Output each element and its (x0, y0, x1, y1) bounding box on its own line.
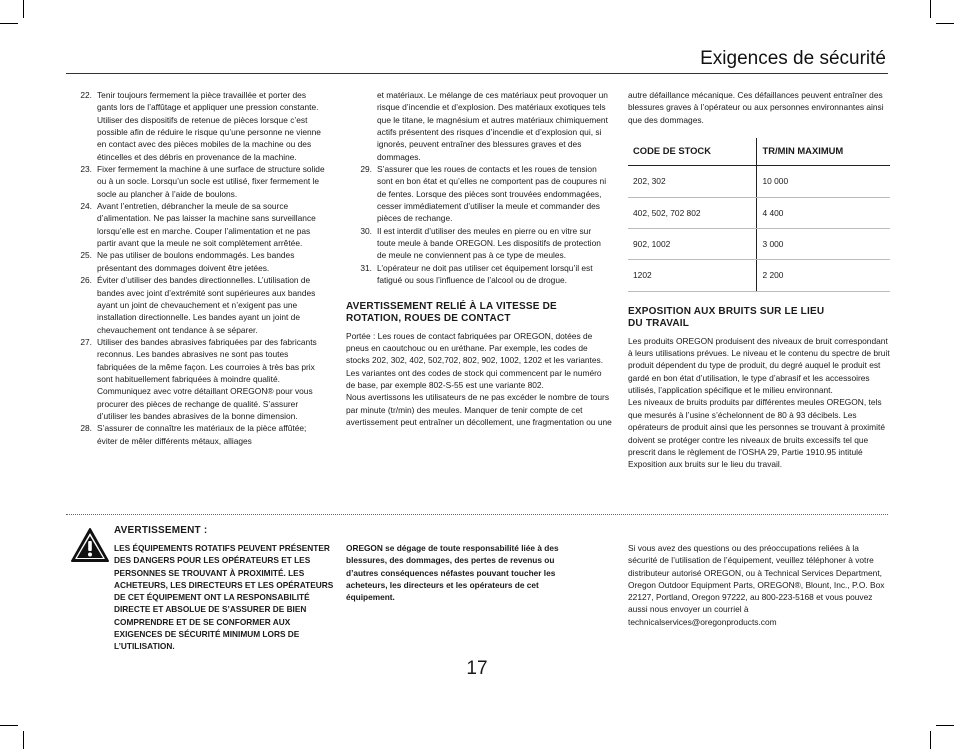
crop-mark (930, 731, 931, 749)
warning-triangle-icon (70, 527, 110, 563)
table-row: 902, 1002 3 000 (628, 229, 890, 260)
crop-mark (930, 0, 931, 18)
list-item: 25. Ne pas utiliser de boulons endommagés. Les bandes présentant des dommages doivent être jetées. (80, 250, 295, 273)
list-item: 29. S’assurer que les roues de contacts et les roues de tension sont en bon état et qu’elles ne comportent pas de coupures ni de fentes. Lorsque des pièces sont trouvées endommagées, cesser immédiatement d’utiliser la meule et commander des pièces de rechange. (360, 164, 607, 224)
crop-mark (23, 0, 24, 18)
page-title: Exigences de sécurité (700, 48, 886, 69)
column-middle (346, 89, 612, 428)
list-item-continued: et matériaux. Le mélange de ces matériaux peut provoquer un risque d’incendie et d’explosion. Des matériaux exotiques tels que le titane, le magnésium et autres matériaux chimiquement actifs présentent des risques d’incendie et d’explosion qui, si ignorés, peuvent entraîner des blessures graves et des dommages. (377, 90, 608, 162)
table-header: TR/MIN MAXIMUM (757, 138, 890, 166)
crop-mark (936, 725, 954, 726)
paragraph: Les produits OREGON produisent des niveaux de bruit correspondant à leurs utilisations prévues. Le niveau et le contenu du spectre de bruit produit dépendent du type de produit, du degré auquel le produit est gardé en bon état d’utilisation, le type d’abrasif et les accessoires utilisés, l’application spécifique et le milieu environnant. (628, 335, 890, 396)
header-rule (66, 73, 888, 74)
section-divider (66, 514, 888, 515)
crop-mark (0, 23, 18, 24)
section-heading: EXPOSITION AUX BRUITS SUR LE LIEU DU TRAVAIL (628, 305, 825, 330)
paragraph: Portée : Les roues de contact fabriquées par OREGON, dotées de pneus en caoutchouc ou en uréthane. Par exemple, les codes de stocks 202, 302, 402, 502,702, 802, 902, 1002, 1202 et les variantes. Les variantes ont des codes de stock qui commencent par le numéro de base, par exemple 802-S-55 est une variante 802. (346, 330, 604, 390)
list-item: 26. Éviter d’utiliser des bandes directionnelles. L’utilisation de bandes avec joint d’extrémité sont supérieures aux bandes ayant un joint de chevauchement et n’exigent pas une installation directionnelle. Les bandes ayant un joint de chevauchement ont tendance à se séparer. (80, 275, 316, 335)
paragraph: Nous avertissons les utilisateurs de ne pas excéder le nombre de tours par minute (tr/min) des meules. Manquer de tenir compte de cet avertissement peut entraîner un décollement, une fragmentation ou une (346, 392, 612, 427)
table-row: 402, 502, 702 802 4 400 (628, 197, 890, 228)
contact-info: Si vous avez des questions ou des préoccupations reliées à la sécurité de l’utilisation de l’équipement, veuillez téléphoner à votre distributeur autorisé OREGON, ou à Technical Services Department, Oregon Outdoor Equipment Parts, OREGON®, Blount, Inc., P.O. Box 22127, Portland, Oregon 97222, au 800-223-5168 et vous pouvez aussi nous envoyer un courriel à technicalservices@oregonproducts.com (628, 543, 885, 627)
paragraph: Les niveaux de bruits produits par différentes meules OREGON, tels que mesurés à l’usine s’échelonnent de 80 à 93 décibels. Les opérateurs de produit ainsi que les personnes se trouvant à proximité doivent se protéger contre les niveaux de bruits excessifs tel que prescrit dans le règlement de l’OSHA 29, Partie 1910.95 intitulé Exposition aux bruits sur le lieu du travail. (628, 397, 885, 470)
table-row: 202, 302 10 000 (628, 166, 890, 197)
crop-mark (0, 725, 18, 726)
list-item: 30. Il est interdit d’utiliser des meules en pierre ou en vitre sur toute meule à bande OREGON. Les dispositifs de protection de meule ne conviennent pas à ce type de meules. (360, 225, 601, 261)
section-heading: AVERTISSEMENT RELIÉ À LA VITESSE DE ROTATION, ROUES DE CONTACT (346, 300, 557, 324)
paragraph: autre défaillance mécanique. Ces défaillances peuvent entraîner des blessures graves à l’opérateur ou aux personnes environnantes ainsi que des dommages. (628, 90, 884, 125)
column-right (628, 89, 890, 471)
rpm-table (628, 138, 890, 292)
list-item: 23. Fixer fermement la machine à une surface de structure solide ou à un socle. Lorsqu’un socle est utilisé, fixer fermement le socle au plancher à l’aide de boulons. (80, 164, 325, 199)
liability-disclaimer: OREGON se dégage de toute responsabilité liée à des blessures, des dommages, des pertes de revenus ou d’autres conséquences néfastes pouvant toucher les acheteurs, les directeurs et les opérateurs de cet équipement. (346, 543, 559, 603)
list-item: 31. L’opérateur ne doit pas utiliser cet équipement lorsqu’il est fatigué ou sous l’influence de l’alcool ou de drogue. (360, 262, 593, 286)
table-header-row (628, 138, 890, 166)
warning-body: LES ÉQUIPEMENTS ROTATIFS PEUVENT PRÉSENTER DES DANGERS POUR LES OPÉRATEURS ET LES PERSONNES SE TROUVANT À PROXIMITÉ. LES ACHETEURS, LES DIRECTEURS ET LES OPÉRATEURS DE CET ÉQUIPEMENT ONT LA RESPONSABILITÉ DIRECTE ET ABSOLUE DE S’ASSURER DE BIEN COMPRENDRE ET DE SE CONFORMER AUX EXIGENCES DE SÉCURITÉ MINIMUM LORS DE L’UTILISATION. (114, 543, 334, 652)
list-item: 22. Tenir toujours fermement la pièce travaillée et porter des gants lors de l’affûtage et appliquer une pression constante. Utiliser des dispositifs de retenue de pièces lorsque c’est possible afin de réduire le risque qu’une personne ne vienne en contact avec des pièces mobiles de la machine ou des étincelles et des débris en provenance de la machine. (80, 90, 321, 162)
table-header: CODE DE STOCK (628, 138, 757, 166)
warning-title: AVERTISSEMENT : (114, 525, 208, 536)
crop-mark (936, 23, 954, 24)
list-item: 24. Avant l’entretien, débrancher la meule de sa source d’alimentation. Ne pas laisser la machine sans surveillance lorsqu’elle est en marche. Couper l’alimentation et ne pas partir avant que la meule ne soit complètement arrêtée. (80, 201, 316, 249)
crop-mark (23, 731, 24, 749)
column-left (66, 89, 328, 447)
table-row: 1202 2 200 (628, 260, 890, 291)
list-item: 28. S’assurer de connaître les matériaux de la pièce affûtée; éviter de mêler différents métaux, alliages (80, 423, 307, 446)
page-number: 17 (466, 658, 488, 679)
list-item: 27. Utiliser des bandes abrasives fabriquées par des fabricants reconnus. Les bandes abrasives ne sont pas toutes fabriquées de la même façon. Les courroies à très bas prix sont habituellement fabriquées à moindre qualité. Communiquez avec votre détaillant OREGON® pour vous procurer des pièces de rechange de qualité. S’assurer d’utiliser les bandes abrasives de la bonne dimension. (80, 336, 317, 421)
